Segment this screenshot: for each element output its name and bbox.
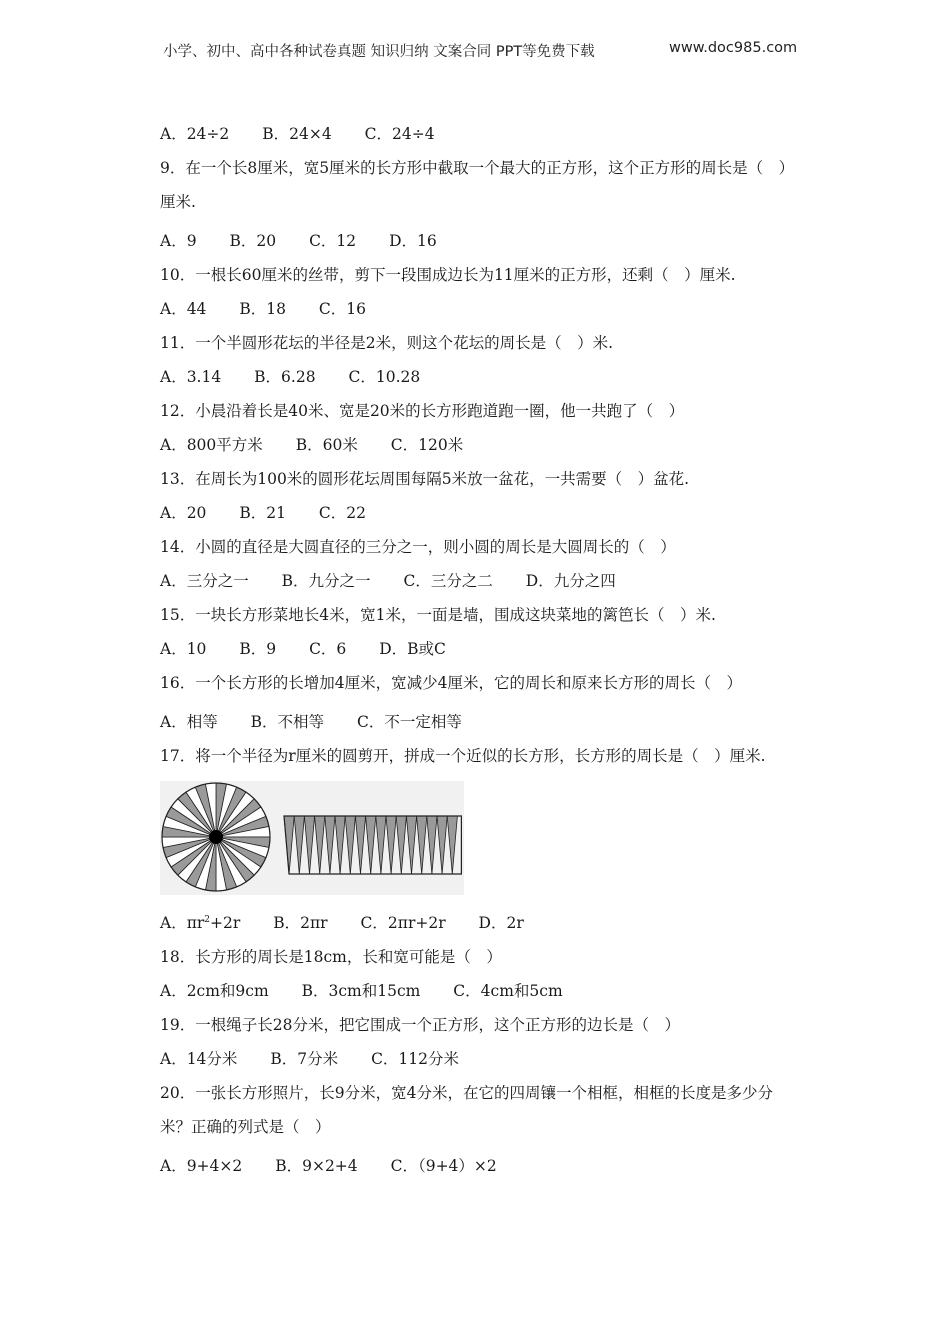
- document-body: [160, 122, 796, 1178]
- q12-options: [160, 433, 796, 457]
- strip-sector: [304, 816, 314, 874]
- option: A．44: [160, 300, 207, 318]
- strip-sector: [376, 816, 386, 874]
- q18-options: [160, 979, 796, 1003]
- option: D．16: [389, 232, 437, 250]
- option: B．21: [239, 504, 286, 522]
- strip-sector: [417, 816, 427, 874]
- q9-stem: 9．在一个长8厘米，宽5厘米的长方形中截取一个最大的正方形，这个正方形的周长是（ ）厘米.: [160, 159, 795, 211]
- q15-options: [160, 637, 796, 661]
- option: A．24÷2: [160, 125, 230, 143]
- option: C．112分米: [371, 1050, 460, 1068]
- strip-sector: [345, 816, 355, 874]
- circle-center: [209, 830, 223, 844]
- strip-sector: [447, 816, 457, 874]
- strip-sector: [315, 816, 325, 874]
- option: C．4cm和5cm: [453, 982, 563, 1000]
- q14-stem: 14．小圆的直径是大圆直径的三分之一，则小圆的周长是大圆周长的（ ）: [160, 538, 676, 556]
- option: C．6: [309, 640, 347, 658]
- figure-svg: [160, 781, 464, 895]
- option: A．9+4×2: [160, 1157, 243, 1175]
- strip-sector: [284, 816, 294, 874]
- option: A．3.14: [160, 368, 222, 386]
- option: B．3cm和15cm: [301, 982, 421, 1000]
- option: D．2r: [478, 914, 524, 932]
- option: C．三分之二: [403, 572, 493, 590]
- option: A．800平方米: [160, 436, 263, 454]
- option: C．2πr+2r: [360, 914, 446, 932]
- option: B．20: [229, 232, 277, 250]
- q13-options: [160, 501, 796, 525]
- strip-sector: [437, 816, 447, 874]
- option: B．60米: [295, 436, 358, 454]
- header-text: 小学、初中、高中各种试卷真题 知识归纳 文案合同 PPT等免费下载: [163, 44, 595, 60]
- option: C．不一定相等: [356, 713, 462, 731]
- q20-stem: 20．一张长方形照片，长9分米，宽4分米，在它的四周镶一个相框，相框的长度是多少分米？正确的列式是（ ）: [160, 1084, 773, 1136]
- q10-options: [160, 297, 796, 321]
- strip-sector: [406, 816, 416, 874]
- q11-options: [160, 365, 796, 389]
- strip-sector: [427, 816, 437, 874]
- strip-sector: [294, 816, 304, 874]
- q16-options: [160, 710, 796, 734]
- option: C．12: [309, 232, 357, 250]
- option-a-text: A．πr: [160, 914, 205, 932]
- q10-stem: 10．一根长60厘米的丝带，剪下一段围成边长为11厘米的正方形，还剩（ ）厘米.: [160, 266, 736, 284]
- option: B．9: [239, 640, 277, 658]
- header-site: www.doc985.com: [669, 40, 798, 56]
- strip-sector: [325, 816, 335, 874]
- q15-stem: 15．一块长方形菜地长4米，宽1米，一面是墙，围成这块菜地的篱笆长（ ）米.: [160, 606, 716, 624]
- option: C．（9+4）×2: [390, 1157, 497, 1175]
- approximate-rectangle: [284, 816, 461, 874]
- option-a-superscript: 2: [204, 914, 211, 925]
- q12-stem: 12．小晨沿着长是40米、宽是20米的长方形跑道跑一圈，他一共跑了（ ）: [160, 402, 685, 420]
- option: A．9: [160, 232, 197, 250]
- option: A．10: [160, 640, 207, 658]
- option: C．10.28: [348, 368, 421, 386]
- q17-options: [160, 911, 796, 935]
- option: B．2πr: [273, 914, 328, 932]
- q19-options: [160, 1047, 796, 1071]
- option: A．三分之一: [160, 572, 249, 590]
- option: [160, 911, 240, 935]
- option: C．22: [318, 504, 367, 522]
- option: C．120米: [390, 436, 464, 454]
- divided-circle: [162, 783, 270, 891]
- q11-stem: 11．一个半圆形花坛的半径是2米，则这个花坛的周长是（ ）米.: [160, 334, 614, 352]
- q20-options: [160, 1154, 796, 1178]
- option: B．九分之一: [281, 572, 371, 590]
- option-a-text-post: +2r: [210, 914, 241, 932]
- q19-stem: 19．一根绳子长28分米，把它围成一个正方形，这个正方形的边长是（ ）: [160, 1016, 680, 1034]
- strip-sector: [366, 816, 376, 874]
- option: A．20: [160, 504, 207, 522]
- strip-sector: [386, 816, 396, 874]
- q13-stem: 13．在周长为100米的圆形花坛周围每隔5米放一盆花，一共需要（ ）盆花.: [160, 470, 690, 488]
- option: B．24×4: [262, 125, 332, 143]
- option: A．2cm和9cm: [160, 982, 269, 1000]
- option: A．相等: [160, 713, 218, 731]
- q17-stem: 17．将一个半径为r厘米的圆剪开，拼成一个近似的长方形，长方形的周长是（ ）厘米.: [160, 747, 766, 765]
- q16-stem: 16．一个长方形的长增加4厘米，宽减少4厘米，它的周长和原来长方形的周长（ ）: [160, 674, 742, 692]
- circle-to-rectangle-figure: [160, 781, 464, 895]
- q18-stem: 18．长方形的周长是18cm，长和宽可能是（ ）: [160, 948, 502, 966]
- strip-sector: [335, 816, 345, 874]
- option: B．6.28: [254, 368, 316, 386]
- option: B．9×2+4: [275, 1157, 358, 1175]
- strip-sector: [396, 816, 406, 874]
- q8-options: [160, 122, 796, 146]
- strip-sector: [355, 816, 365, 874]
- q9-options: [160, 229, 796, 253]
- option: D．九分之四: [525, 572, 616, 590]
- q14-options: [160, 569, 796, 593]
- option: C．24÷4: [364, 125, 435, 143]
- option: C．16: [318, 300, 367, 318]
- option: A．14分米: [160, 1050, 238, 1068]
- option: B．不相等: [250, 713, 325, 731]
- option: B．7分米: [270, 1050, 339, 1068]
- page-header: [163, 40, 803, 61]
- option: D．B或C: [379, 640, 446, 658]
- option: B．18: [239, 300, 286, 318]
